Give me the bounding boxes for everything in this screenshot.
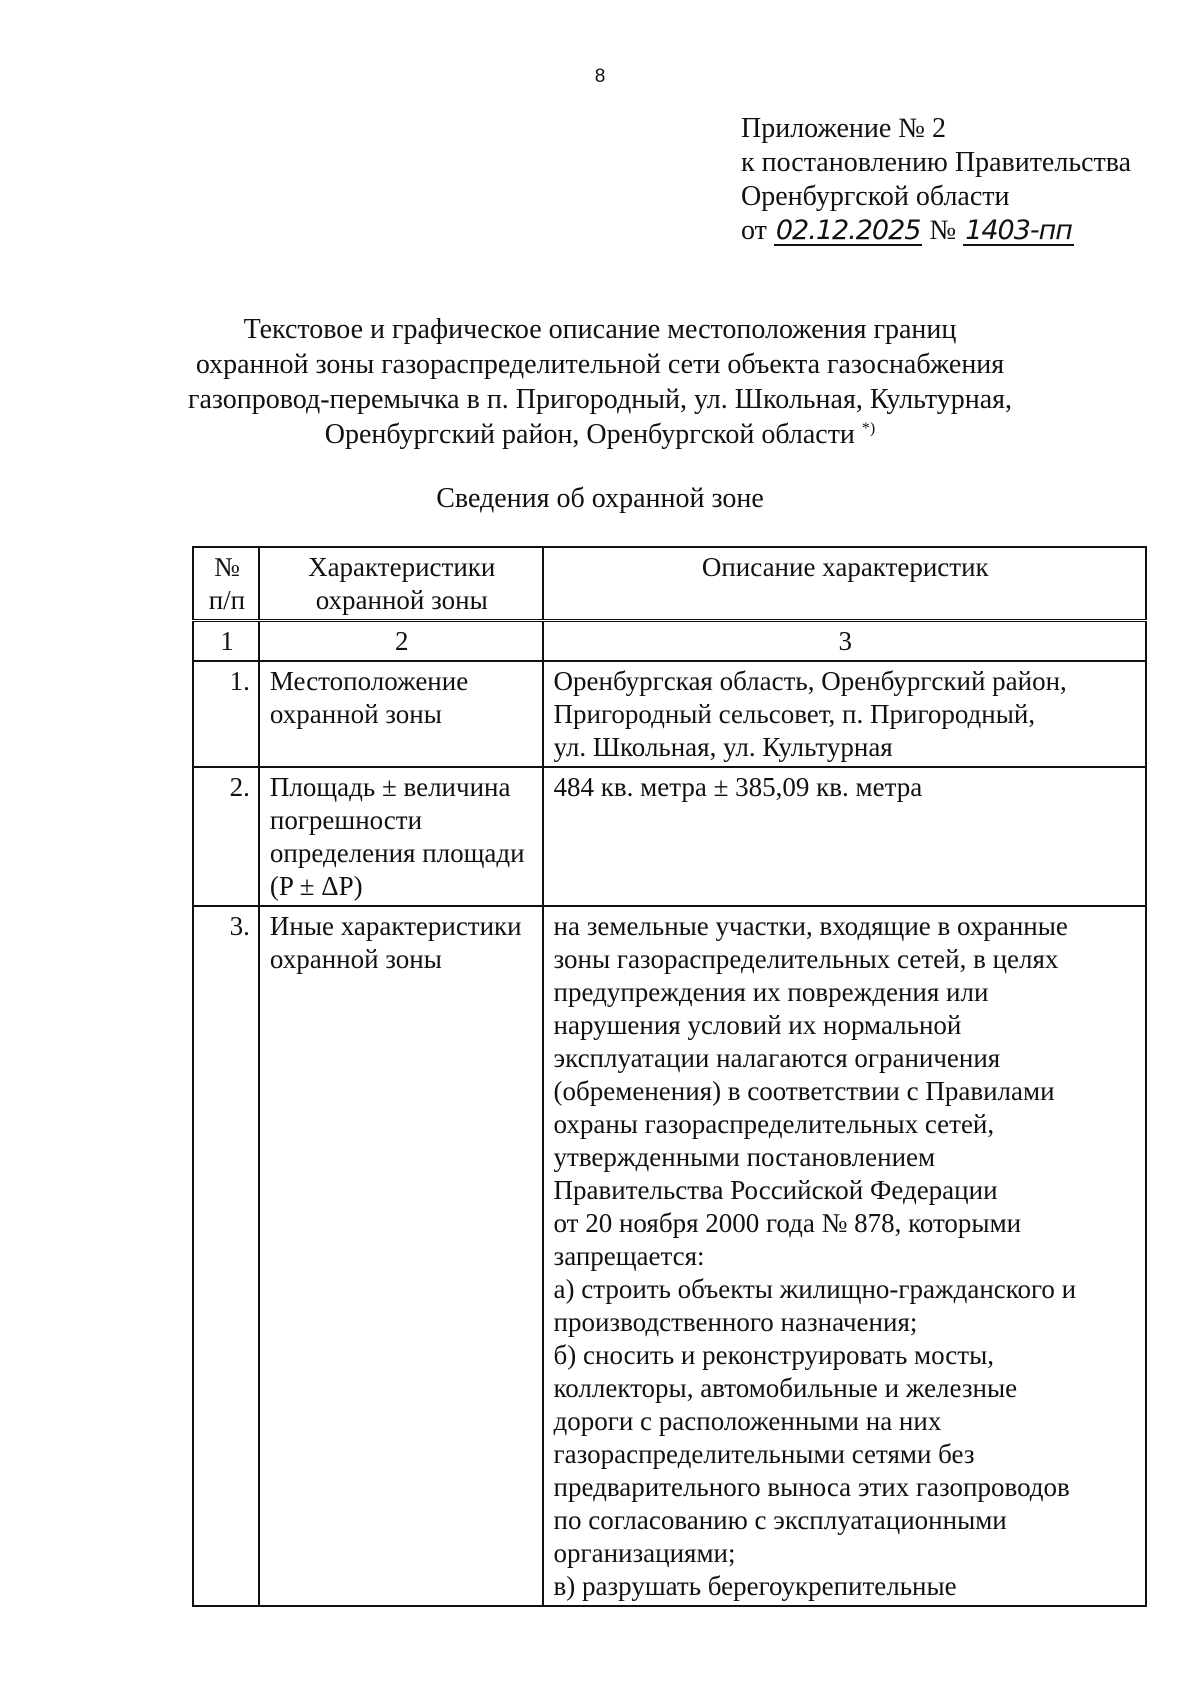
from-label: от [741, 215, 767, 246]
appendix-line-3: Оренбургской области [741, 181, 1010, 212]
title-line-3: газопровод-перемычка в п. Пригородный, ул. Школьная, Культурная, [187, 384, 1013, 415]
title-line-2: охранной зоны газораспределительной сети объекта газоснабжения [195, 349, 1005, 380]
table-row [193, 661, 1146, 767]
row-characteristic: Площадь ± величина погрешности определения площади (P ± ΔP) [259, 767, 543, 906]
table-header-row [193, 547, 1146, 621]
title-line-1: Текстовое и графическое описание местоположения границ [243, 314, 957, 345]
column-number: 3 [543, 621, 1146, 662]
column-number: 1 [193, 621, 259, 662]
row-characteristic: Местоположение охранной зоны [259, 661, 543, 767]
handwritten-date: 02.12.2025 [775, 215, 921, 246]
appendix-block [741, 112, 1131, 248]
row-number: 3. [193, 906, 259, 1606]
row-number: 1. [193, 661, 259, 767]
page-number: 8 [594, 66, 606, 87]
row-description: 484 кв. метра ± 385,09 кв. метра [543, 767, 1146, 906]
table-row [193, 767, 1146, 906]
title-line-4 [0, 417, 1200, 452]
appendix-line-1: Приложение № 2 [741, 113, 946, 144]
document-title [0, 312, 1200, 452]
row-characteristic: Иные характеристики охранной зоны [259, 906, 543, 1606]
handwritten-number: 1403-пп [965, 215, 1072, 246]
row-number: 2. [193, 767, 259, 906]
section-title: Сведения об охранной зоне [436, 483, 764, 514]
header-col-description: Описание характеристик [543, 547, 1146, 621]
number-label: № [929, 215, 957, 246]
column-number-row [193, 621, 1146, 662]
header-col-number: № п/п [193, 547, 259, 621]
header-col-characteristic: Характеристики охранной зоны [259, 547, 543, 621]
title-line-4-text: Оренбургский район, Оренбургской области [324, 419, 855, 450]
column-number: 2 [259, 621, 543, 662]
footnote-mark: *) [861, 420, 876, 437]
appendix-line-2: к постановлению Правительства [741, 147, 1132, 178]
appendix-date-line [741, 214, 1131, 248]
row-description: на земельные участки, входящие в охранные зоны газораспределительных сетей, в целях предупреждения их повреждения или нарушения условий их нормальной эксплуатации налагаются ограничения (обременения) в соответствии с Правилами охраны газораспределительных сетей, утвержденными постановлением Правительства Российской Федерации от 20 ноября 2000 года № 878, которыми запрещается: а) строить объекты жилищно-гражданского и производственного назначения; б) сносить и реконструировать мосты, коллекторы, автомобильные и железные дороги с расположенными на них газораспределительными сетями без предварительного выноса этих газопроводов по согласованию с эксплуатационными организациями; в) разрушать берегоукрепительные [543, 906, 1146, 1606]
protection-zone-table [192, 546, 1147, 1607]
row-description: Оренбургская область, Оренбургский район, Пригородный сельсовет, п. Пригородный, ул. Школьная, ул. Культурная [543, 661, 1146, 767]
table-row [193, 906, 1146, 1606]
